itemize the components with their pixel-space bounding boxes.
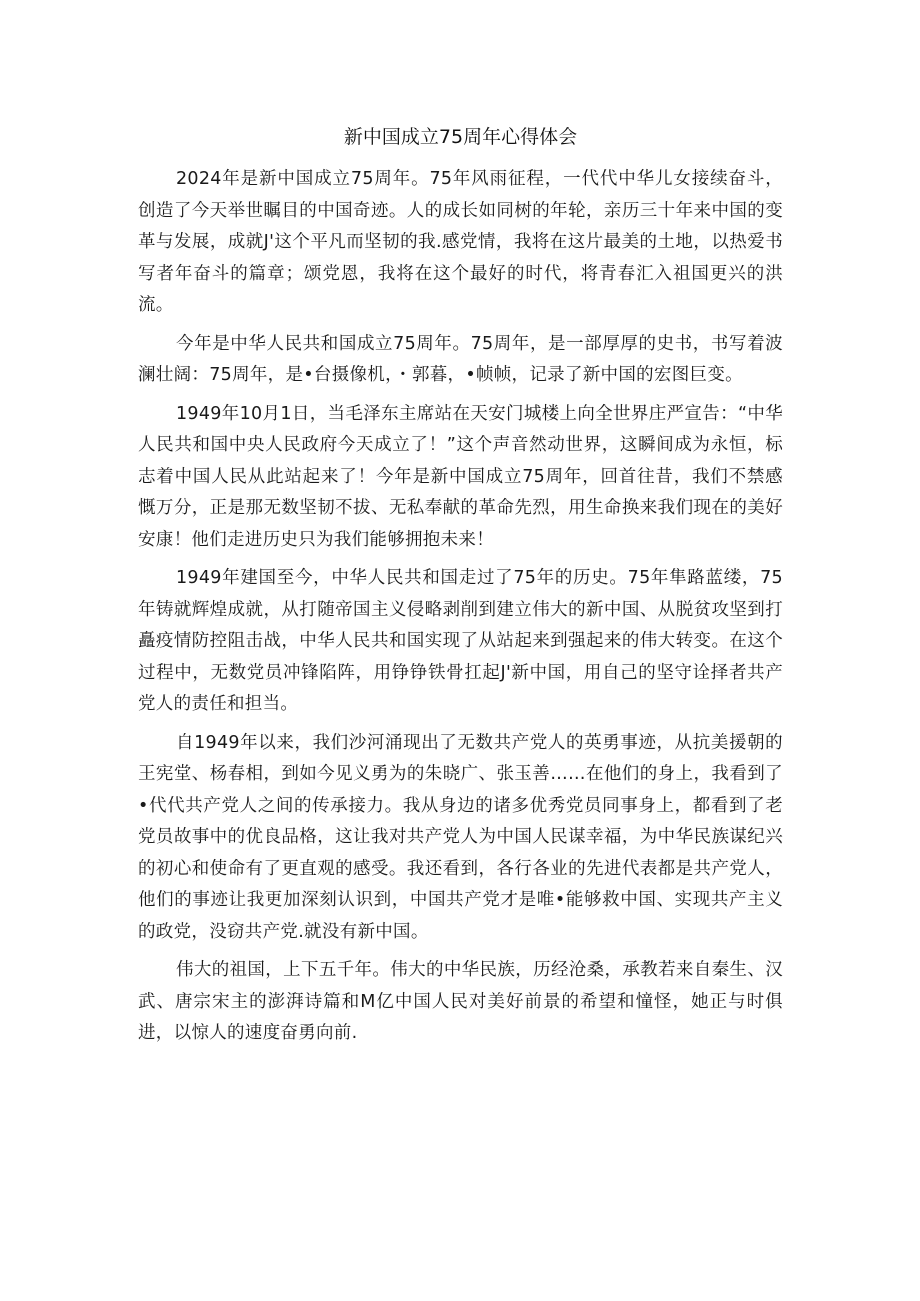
paragraph-5: 自1949年以来，我们沙河涌现出了无数共产党人的英勇事迹，从抗美援朝的王宪堂、杨春相，到如今见义勇为的朱晓广、张玉善……在他们的身上，我看到了•代代共产党人之间的传承接力。我从身边的诸多优秀党员同事身上，都看到了老党员故事中的优良品格，这让我对共产党人为中国人民谋幸福，为中华民族谋纪兴的初心和使命有了更直观的感受。我还看到，各行各业的先进代表都是共产党人，他们的事迹让我更加深刻认识到，中国共产党才是唯•能够救中国、实现共产主义的政党，没窃共产党.就没有新中国。 [138,732,783,942]
document-page [138,122,783,1057]
paragraph-2: 今年是中华人民共和国成立75周年。75周年，是一部厚厚的史书，书写着波澜壮阔：75周年，是•台摄像机，・郭暮，•帧帧，记录了新中国的宏图巨变。 [138,333,783,385]
paragraph-4: 1949年建国至今，中华人民共和国走过了75年的历史。75年隼路蓝缕，75年铸就辉煌成就，从打随帝国主义侵略剥削到建立伟大的新中国、从脱贫攻坚到打矗疫情防控阻击战，中华人民共和国实现了从站起来到强起来的伟大转变。在这个过程中，无数党员冲锋陷阵，用铮铮铁骨扛起J'新中国，用自己的坚守诠择者共产党人的责任和担当。 [138,568,783,714]
paragraph-6: 伟大的祖国，上下五千年。伟大的中华民族，历经沧桑，承教若来自秦生、汉武、唐宗宋主的澎湃诗篇和M亿中国人民对美好前景的希望和憧怪，她正与时俱进，以惊人的速度奋勇向前. [138,960,783,1043]
paragraph-1: 2024年是新中国成立75周年。75年风雨征程，一代代中华儿女接续奋斗，创造了今天举世瞩目的中国奇迹。人的成长如同树的年轮，亲历三十年来中国的变革与发展，成就J'这个平凡而坚韧的我.感党情，我将在这片最美的土地，以热爱书写者年奋斗的篇章；颂党恩，我将在这个最好的时代，将青春汇入祖国更兴的洪流。 [138,169,783,315]
paragraph-3: 1949年10月1日，当毛泽东主席站在天安门城楼上向全世界庄严宣告：“中华人民共和国中央人民政府今天成立了！”这个声音然动世界，这瞬间成为永恒，标志着中国人民从此站起来了！今年是新中国成立75周年，回首往昔，我们不禁感慨万分，正是那无数坚韧不拔、无私奉献的革命先烈，用生命换来我们现在的美好安康！他们走进历史只为我们能够拥抱未来！ [138,403,783,550]
document-title: 新中国成立75周年心得体会 [343,126,578,148]
